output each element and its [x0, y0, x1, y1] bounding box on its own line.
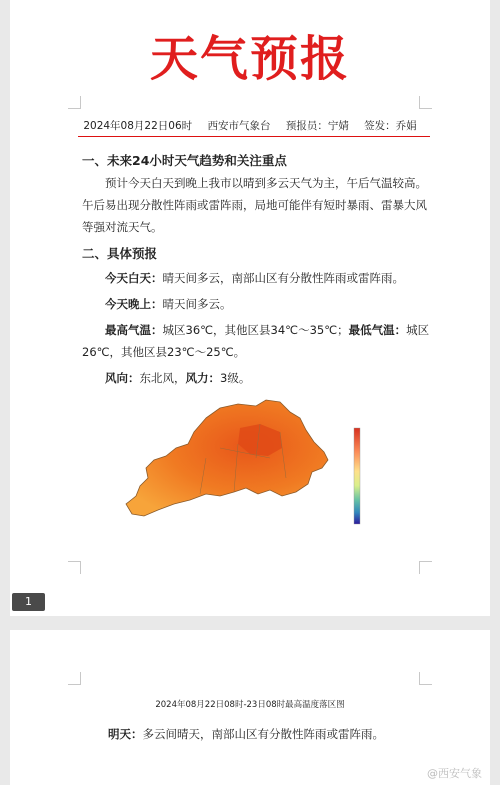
temperature-line — [82, 319, 430, 363]
issue-date: 2024年08月22日06时 — [83, 120, 193, 132]
section-heading-forecast: 二、具体预报 — [82, 246, 158, 261]
tonight-label: 今天晚上： — [105, 297, 163, 311]
document-page-2 — [10, 630, 490, 785]
today-day-label: 今天白天： — [105, 271, 163, 285]
trend-paragraph: 预计今天白天到晚上我市以晴到多云天气为主，午后气温较高。午后易出现分散性阵雨或雷阵雨，局地可能伴有短时暴雨、雷暴大风等强对流天气。 — [82, 176, 427, 234]
crop-mark — [419, 96, 432, 109]
temperature-map — [110, 398, 370, 534]
issuer-name: 签发：乔娟 — [364, 120, 417, 132]
tomorrow-text: 多云间晴天，南部山区有分散性阵雨或雷阵雨。 — [142, 727, 384, 741]
max-temp-label: 最高气温： — [105, 323, 163, 337]
crop-mark — [68, 672, 81, 685]
page-title: 天气预报 — [149, 31, 350, 87]
wind-line — [82, 367, 430, 389]
tomorrow-label: 明天： — [108, 727, 143, 741]
xian-region-shape — [126, 400, 328, 516]
crop-mark — [419, 561, 432, 574]
page-number-badge: 1 — [12, 593, 45, 611]
min-temp-label: 最低气温： — [348, 323, 407, 337]
wind-dir-text: 东北风， — [139, 371, 186, 385]
header-rule — [78, 136, 430, 137]
wind-force-label: 风力： — [185, 371, 220, 385]
crop-mark — [419, 672, 432, 685]
today-day-text: 晴天间多云，南部山区有分散性阵雨或雷阵雨。 — [162, 271, 404, 285]
forecaster-name: 预报员：宁婧 — [285, 120, 349, 132]
section-trend — [82, 150, 430, 238]
watermark: @西安气象 — [427, 767, 482, 780]
max-temp-text: 城区36℃，其他区县34℃～35℃； — [162, 323, 349, 337]
header-meta — [10, 118, 490, 133]
min-temp-text: 城区26℃，其他区县23℃～25℃。 — [82, 323, 430, 359]
section-forecast — [82, 243, 430, 389]
tonight-line — [82, 293, 430, 315]
wind-force-text: 3级。 — [220, 371, 251, 385]
tonight-text: 晴天间多云。 — [162, 297, 232, 311]
tomorrow-line — [108, 726, 384, 742]
color-scale-bar — [354, 428, 360, 524]
crop-mark — [68, 561, 81, 574]
agency-name: 西安市气象台 — [207, 120, 271, 132]
document-page-1 — [10, 0, 490, 616]
wind-dir-label: 风向： — [105, 371, 140, 385]
map-caption: 2024年08月22日08时-23日08时最高温度落区图 — [155, 700, 345, 710]
today-day-line — [82, 267, 430, 289]
crop-mark — [68, 96, 81, 109]
section-heading-trend: 一、未来24小时天气趋势和关注重点 — [82, 153, 287, 168]
